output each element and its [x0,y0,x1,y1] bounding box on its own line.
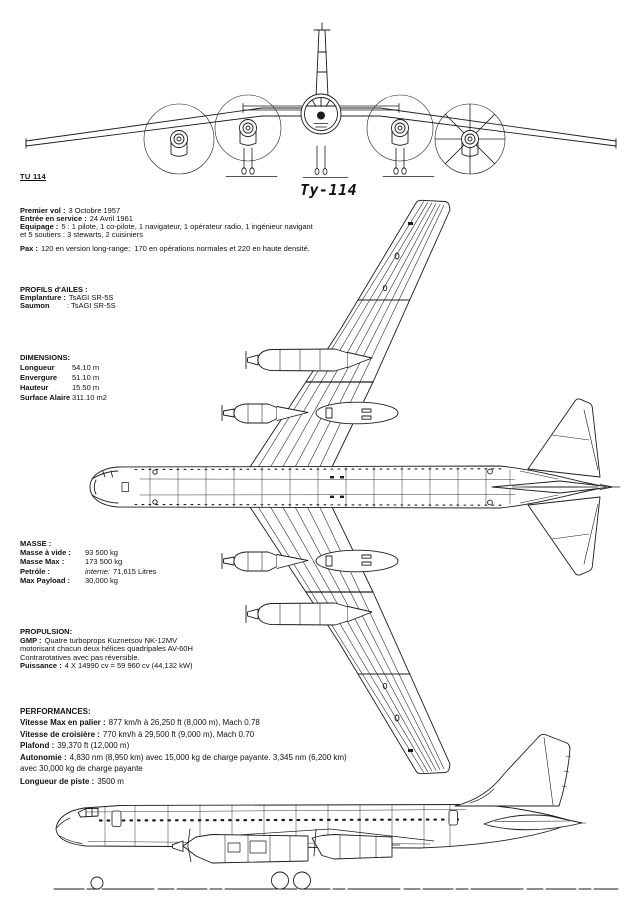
spec-label: Longueur [20,363,55,372]
spec-value: 770 km/h à 29,500 ft (9,000 m), Mach 0.70 [102,729,255,739]
spec-value: 24 Avril 1961 [89,213,133,223]
spec-label: Equipage : [20,221,59,231]
performances-block [20,706,347,788]
ground-ticks [226,177,434,178]
side-fin [455,734,571,806]
spec-line [20,752,347,763]
doc-id: TU 114 [20,172,46,181]
spec-line [20,383,107,393]
spec-value: TsAGI SR-5S [68,293,114,303]
side-landing-gear [91,872,311,889]
front-view-drawing [26,23,616,178]
spec-label: Petróle : [20,566,51,576]
spec-value: 3 Octobre 1957 [68,206,121,215]
spec-line [20,231,313,239]
spec-value: 120 en version long-range; 170 en opérations normales et 220 en haute densité. [40,243,310,253]
front-door [112,811,121,827]
spec-line [20,567,156,576]
spec-line [20,393,107,403]
spec-value: 5 : 1 pilote, 1 co-pilote, 1 navigateur, 1 opérateur radio, 1 ingénieur navigant [61,221,313,231]
section-heading: PERFORMANCES: [20,707,91,716]
spec-line [20,740,347,751]
spec-value: 311.10 m2 [72,393,107,402]
spec-label: Longueur de piste : [20,777,95,787]
section-heading: MASSE : [20,539,52,548]
spec-label: Masse à vide : [20,548,71,558]
spec-line [20,245,313,253]
spec-label: Vitesse de croisière : [20,729,100,739]
spec-line [20,302,116,310]
spec-value: 15.50 m [72,383,100,392]
rear-door [449,811,458,826]
propulsion-block [20,628,193,671]
spec-line [20,557,156,566]
spec-line [20,662,193,671]
spec-label: Vitesse Max en palier : [20,718,106,728]
spec-label: Envergure [20,373,58,382]
general-info-block [20,207,313,253]
spec-line [20,576,156,585]
spec-value: avec 30,000 kg de charge payante [20,764,143,774]
masse-block [20,539,156,585]
spec-value: 877 km/h à 26,250 ft (8,000 m), Mach 0.78 [108,718,260,728]
spec-value: Quatre turboprops Kuznetsov NK-12MV [44,635,178,645]
spec-value: 3500 m [97,777,124,787]
spec-label: Pax : [20,243,38,253]
spec-label: Autonomie : [20,752,67,762]
front-fuselage [301,94,341,134]
aircraft-title: Ty-114 [300,181,358,199]
spec-label: Puissance : [20,661,62,671]
spec-note: interne: [85,566,111,576]
spec-value: et 5 soutiers : 3 stewarts, 2 cuisiniers [20,229,143,239]
spec-line [20,729,347,740]
wing-profiles-block [20,286,116,311]
spec-line [20,363,107,373]
spec-label: Masse Max : [20,557,65,567]
spec-line [20,548,156,557]
spec-label: Max Payload : [20,575,71,585]
spec-value: 54.10 m [72,363,100,372]
section-heading: PROFILS d'AILES : [20,285,88,294]
spec-label: Saumon [20,301,50,311]
spec-line [20,373,107,383]
spec-line [20,763,347,774]
section-heading: DIMENSIONS: [20,353,71,362]
spec-value: 39,370 ft (12,000 m) [57,741,130,751]
front-fin [314,23,330,97]
top-view-drawing [90,200,620,773]
spec-value: 173 500 kg [85,557,123,567]
spec-label: Hauteur [20,383,49,392]
dimensions-block [20,353,107,403]
section-heading: PROPULSION: [20,627,73,636]
spec-value: 93 500 kg [85,548,118,558]
spec-line [20,717,347,728]
spec-label: Premier vol : [20,206,66,215]
spec-value: 71,615 Litres [113,566,157,576]
front-landing-gear [226,146,434,178]
spec-label: Plafond : [20,741,55,751]
spec-value: : TsAGI SR-5S [67,301,116,311]
spec-label: Surface Alaire [20,393,71,402]
spec-label: GMP : [20,635,42,645]
spec-label: Entrée en service : [20,213,87,223]
spec-value: 4 X 14990 cv = 59 960 cv (44,132 kW) [64,661,193,671]
spec-value: 51.10 m [72,373,100,382]
spec-value: motorisant chacun deux hélices quadripales AV-60H [20,644,193,654]
spec-value: Contrarotatives avec pas réversible. [20,652,140,662]
spec-value: 4,830 nm (8,950 km) avec 15,000 kg de charge payante. 3,345 nm (6,200 km) [69,752,347,762]
spec-line [20,776,347,787]
spec-value: 30,000 kg [85,575,118,585]
spec-label: Emplanture : [20,293,66,303]
